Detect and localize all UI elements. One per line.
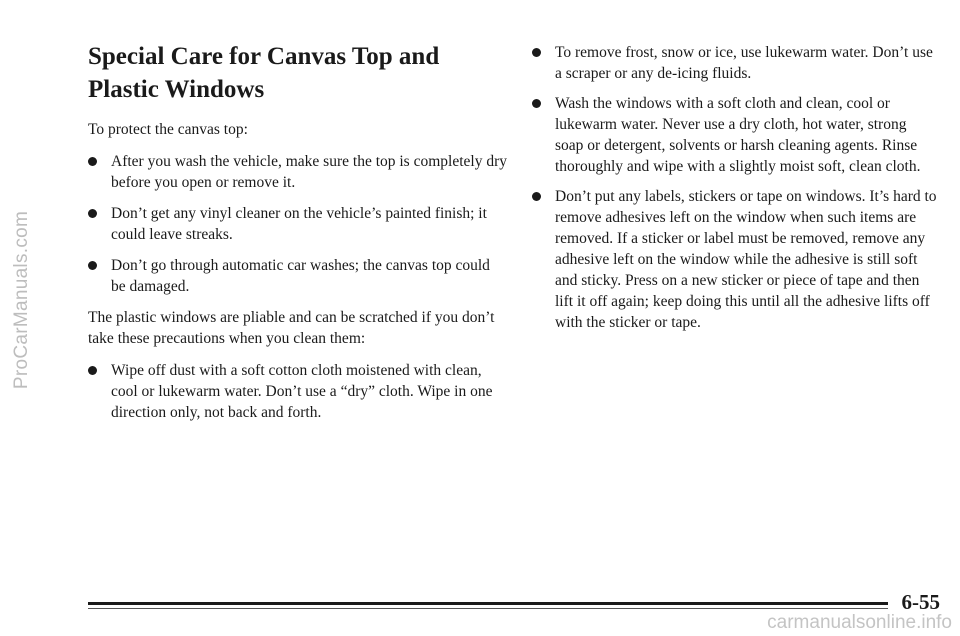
list-item xyxy=(88,203,508,245)
list-item xyxy=(532,186,937,333)
section-title: Special Care for Canvas Top and Plastic Windows xyxy=(88,43,440,103)
bullet-text: Don’t put any labels, stickers or tape on windows. It’s hard to remove adhesives left on the window when such items are removed. If a sticker or label must be removed, remove any adhesive left on the window while the adhesive is still soft and sticky. Press on a new sticker or piece of tape and then lift it off again; keep doing this until all the adhesive lifts off with the sticker or tape. xyxy=(555,188,937,331)
bullet-text: After you wash the vehicle, make sure the top is completely dry before you open or remove it. xyxy=(111,153,507,191)
bottom-watermark: carmanualsonline.info xyxy=(767,612,952,633)
bullet-text: Wash the windows with a soft cloth and clean, cool or lukewarm water. Never use a dry cloth, hot water, strong soap or detergent, solvents or harsh cleaning agents. Rinse thoroughly and wipe with a slightly moist soft, clean cloth. xyxy=(555,95,921,175)
side-watermark-text: ProCarManuals.com xyxy=(11,210,32,390)
list-item xyxy=(532,93,937,177)
footer-rule xyxy=(88,602,888,605)
list-item xyxy=(88,255,508,297)
list-item xyxy=(88,360,508,423)
bullet-icon xyxy=(88,366,97,375)
windows-intro: The plastic windows are pliable and can be scratched if you don’t take these precautions when you clean them: xyxy=(88,309,495,347)
footer-rule-thin xyxy=(88,608,888,609)
list-item xyxy=(88,151,508,193)
bullet-icon xyxy=(88,209,97,218)
bullet-icon xyxy=(88,157,97,166)
list-item xyxy=(532,42,937,84)
bullet-icon xyxy=(532,48,541,57)
canvas-care-list xyxy=(88,151,508,297)
side-watermark xyxy=(2,60,42,540)
bullet-text: Don’t get any vinyl cleaner on the vehicle’s painted finish; it could leave streaks. xyxy=(111,205,487,243)
bullet-text: To remove frost, snow or ice, use lukewarm water. Don’t use a scraper or any de-icing fluids. xyxy=(555,44,933,82)
page-number: 6-55 xyxy=(901,590,940,614)
canvas-intro: To protect the canvas top: xyxy=(88,121,248,138)
window-care-list xyxy=(88,360,508,423)
bullet-icon xyxy=(532,99,541,108)
bullet-text: Wipe off dust with a soft cotton cloth moistened with clean, cool or lukewarm water. Don’t use a “dry” cloth. Wipe in one direction only, not back and forth. xyxy=(111,362,493,421)
bullet-text: Don’t go through automatic car washes; the canvas top could be damaged. xyxy=(111,257,490,295)
bullet-icon xyxy=(88,261,97,270)
left-column xyxy=(88,40,508,433)
window-care-list-continued xyxy=(532,42,937,333)
right-column xyxy=(532,42,937,343)
bullet-icon xyxy=(532,192,541,201)
